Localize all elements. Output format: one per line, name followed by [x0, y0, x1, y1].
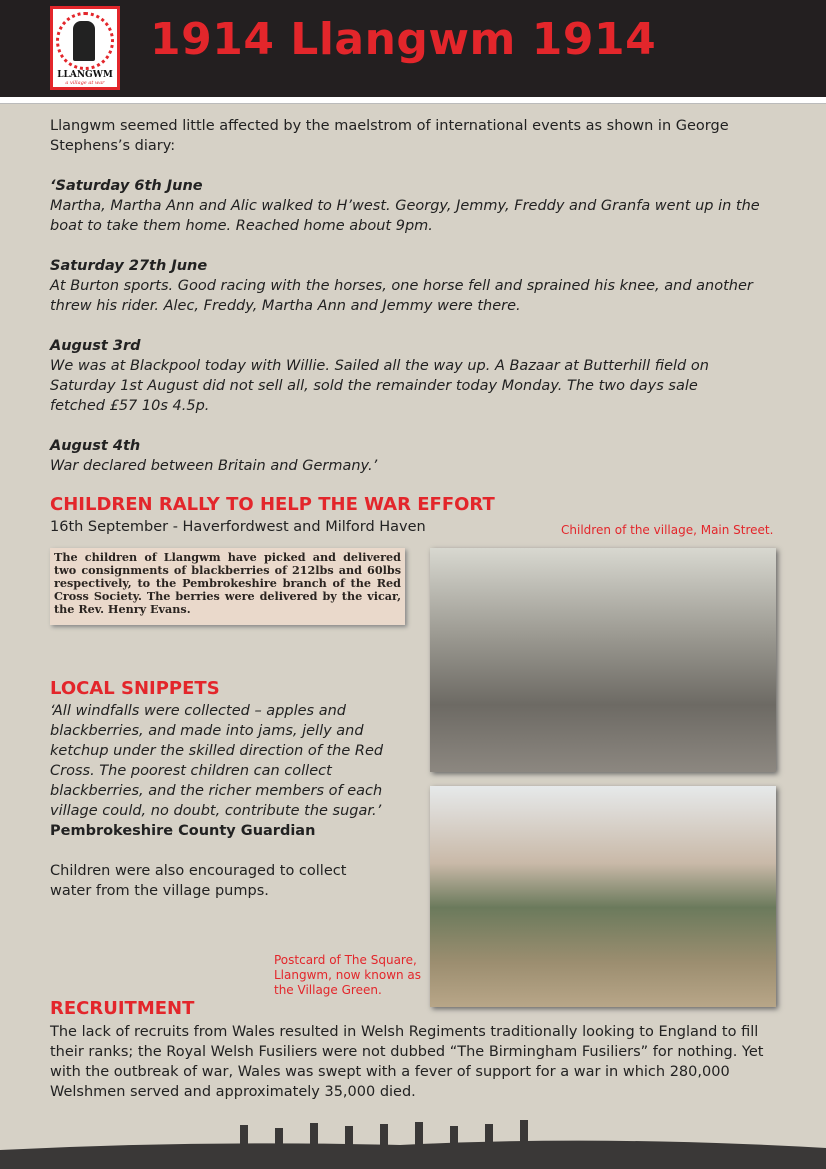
diary-entry: War declared between Britain and Germany.’ — [50, 458, 378, 474]
recruitment-heading: RECRUITMENT — [50, 998, 195, 1019]
main-street-photo — [430, 548, 776, 772]
snippets-source: Pembrokeshire County Guardian — [50, 823, 316, 839]
the-square-postcard — [430, 786, 776, 1007]
snippets-heading: LOCAL SNIPPETS — [50, 678, 220, 699]
newspaper-clipping: The children of Llangwm have picked and delivered two consignments of blackberries of 212lbs and 60lbs respectively, to the Pembrokeshire branch of the Red Cross Society. The berries were delivered by the vicar, the Rev. Henry Evans. — [50, 548, 405, 625]
diary-date: August 4th — [50, 438, 141, 454]
soldiers-silhouette-icon — [0, 1120, 826, 1169]
soldier-emblem-icon — [56, 12, 114, 70]
diary-date: ‘Saturday 6th June — [50, 178, 203, 194]
diary-date: August 3rd — [50, 338, 141, 354]
recruitment-text: The lack of recruits from Wales resulted in Welsh Regiments traditionally looking to England to fill their ranks; the Royal Welsh Fusiliers were not dubbed “The Birmingham Fusiliers” for nothing. Yet with the outbreak of war, Wales was swept with a fever of support for a war in which 280,000 Welshmen served and approximately 35,000 died. — [50, 1024, 764, 1100]
children-heading: CHILDREN RALLY TO HELP THE WAR EFFORT — [50, 494, 495, 515]
diary-entry: Martha, Martha Ann and Alic walked to H’west. Georgy, Jemmy, Freddy and Granfa went up in the boat to take them home. Reached home about 9pm. — [50, 198, 760, 234]
header-divider — [0, 97, 826, 104]
intro-text: Llangwm seemed little affected by the maelstrom of international events as shown in George Stephens’s diary: — [50, 118, 729, 154]
page-title: 1914 Llangwm 1914 — [150, 14, 657, 65]
llangwm-logo — [50, 6, 120, 90]
logo-tagline: a village at war — [65, 80, 105, 86]
snippets-quote: ‘All windfalls were collected – apples and blackberries, and made into jams, jelly and ketchup under the skilled direction of the Red Cross. The poorest children can collect blackberries, and the richer members of each village could, no doubt, contribute the sugar.’ — [50, 703, 384, 819]
logo-name: LLANGWM — [57, 70, 113, 80]
snippets-extra: Children were also encouraged to collect water from the village pumps. — [50, 863, 347, 899]
diary-date: Saturday 27th June — [50, 258, 208, 274]
photo2-caption: Postcard of The Square, Llangwm, now known as the Village Green. — [274, 953, 422, 997]
diary-entry: At Burton sports. Good racing with the horses, one horse fell and sprained his knee, and another threw his rider. Alec, Freddy, Martha Ann and Jemmy were there. — [50, 278, 753, 314]
photo1-caption: Children of the village, Main Street. — [561, 523, 774, 537]
children-subline: 16th September - Haverfordwest and Milford Haven — [50, 519, 426, 535]
diary-entry: We was at Blackpool today with Willie. Sailed all the way up. A Bazaar at Butterhill field on Saturday 1st August did not sell all, sold the remainder today Monday. The two days sale fetched £57 10s 4.5p. — [50, 358, 709, 414]
